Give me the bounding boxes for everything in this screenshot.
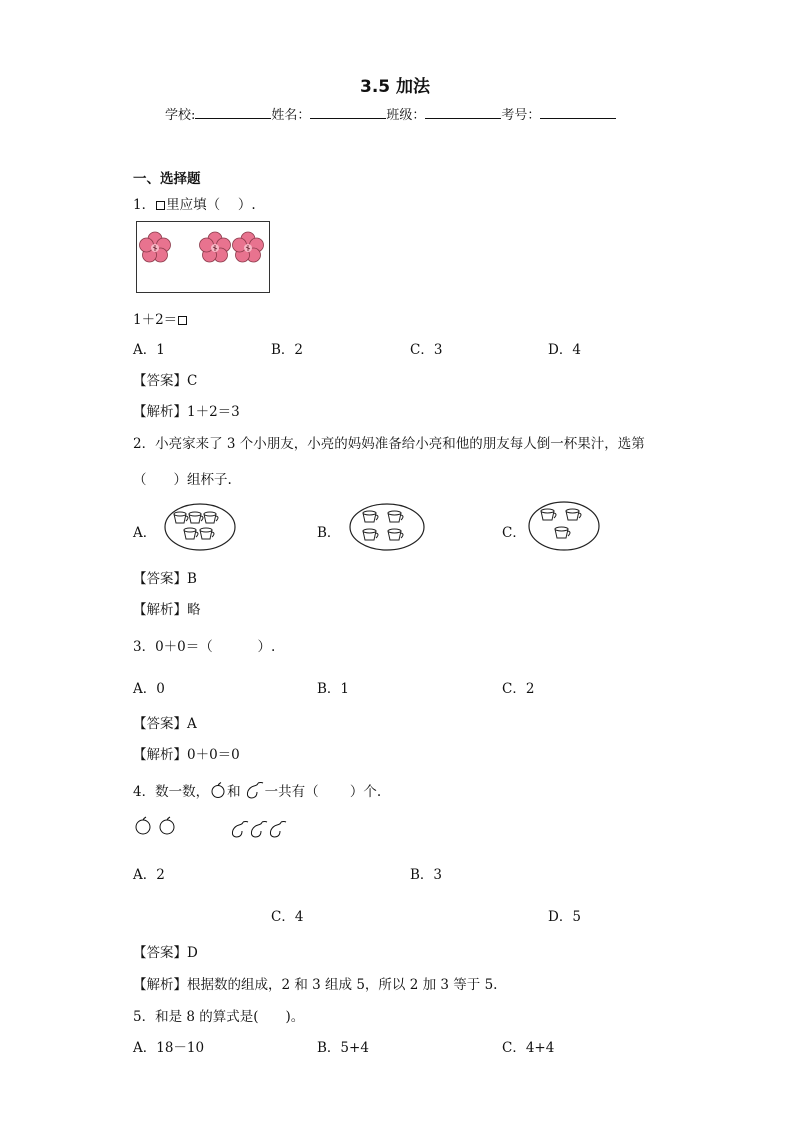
q2-analysis: 【解析】略 — [133, 602, 201, 618]
q4-option-a[interactable]: A．2 — [133, 867, 165, 883]
q4-answer: 【答案】D — [133, 945, 198, 961]
q4-stem-pre: 4．数一数， — [133, 784, 210, 800]
q3-option-b[interactable]: B．1 — [317, 681, 350, 697]
number-label: 考号： — [501, 108, 541, 123]
plate-four-cups-icon — [349, 502, 425, 552]
class-label: 班级： — [386, 108, 426, 123]
q1-option-b[interactable]: B．2 — [271, 342, 304, 358]
school-blank[interactable] — [195, 104, 271, 119]
q4-stem-post: 一共有（ ）个. — [264, 784, 382, 800]
apple-icon — [209, 782, 227, 798]
school-label: 学校: — [165, 108, 196, 123]
q4-option-d[interactable]: D．5 — [548, 909, 581, 925]
q2-stem-line2: （ ）组杯子. — [133, 472, 232, 488]
q3-option-a[interactable]: A．0 — [133, 681, 165, 697]
name-label: 姓名： — [271, 108, 311, 123]
q4-pears — [230, 816, 292, 842]
q3-option-c[interactable]: C．2 — [502, 681, 535, 697]
number-blank[interactable] — [540, 104, 616, 119]
q1-option-c[interactable]: C．3 — [410, 342, 443, 358]
q4-option-b[interactable]: B．3 — [410, 867, 443, 883]
q2-option-a[interactable]: A． — [133, 525, 157, 541]
q2-answer: 【答案】B — [133, 571, 197, 587]
q1-stem — [133, 193, 256, 213]
q5-option-c[interactable]: C．4+4 — [502, 1040, 555, 1056]
class-blank[interactable] — [425, 104, 501, 119]
q3-answer: 【答案】A — [133, 716, 197, 732]
q5-option-b[interactable]: B．5+4 — [317, 1040, 369, 1056]
q1-analysis: 【解析】1＋2＝3 — [133, 404, 240, 420]
page-title: 3.5 加法 — [360, 77, 431, 97]
q2-option-a-cups — [164, 502, 236, 556]
q2-option-b-cups — [349, 502, 425, 556]
q1-flower-picture — [136, 221, 270, 293]
q3-stem: 3．0＋0＝（ ）. — [133, 639, 276, 655]
answer-box-icon — [178, 316, 187, 325]
q1-answer: 【答案】C — [133, 373, 198, 389]
q2-option-c[interactable]: C． — [502, 525, 526, 541]
q1-option-d[interactable]: D．4 — [548, 342, 581, 358]
q2-option-c-cups — [528, 500, 600, 556]
name-blank[interactable] — [310, 104, 386, 119]
student-info-line — [165, 104, 616, 123]
plate-three-cups-icon — [528, 500, 600, 552]
q3-analysis: 【解析】0＋0＝0 — [133, 747, 240, 763]
q2-stem-line1: 2．小亮家来了 3 个小朋友，小亮的妈妈准备给小亮和他的朋友每人倒一杯果汁，选第 — [133, 436, 645, 452]
q1-number: 1． — [133, 197, 156, 213]
two-apples-icon — [133, 816, 179, 836]
flowers-icon — [137, 222, 269, 292]
q4-apples — [133, 816, 179, 840]
q1-stem-text: 里应填（ ）. — [166, 197, 256, 213]
q1-option-a[interactable]: A．1 — [133, 342, 165, 358]
q4-analysis: 【解析】根据数的组成，2 和 3 组成 5，所以 2 加 3 等于 5. — [133, 977, 498, 993]
pear-icon — [245, 781, 265, 799]
q4-stem — [133, 780, 381, 800]
q5-option-a[interactable]: A．18－10 — [133, 1040, 205, 1056]
section-heading: 一、选择题 — [133, 171, 201, 187]
q1-equation-text: 1＋2＝ — [133, 312, 178, 328]
q4-stem-mid: 和 — [227, 784, 241, 800]
three-pears-icon — [230, 816, 292, 838]
q2-option-b[interactable]: B． — [317, 525, 341, 541]
answer-box-icon — [156, 201, 165, 210]
q4-option-c[interactable]: C．4 — [271, 909, 304, 925]
q5-stem: 5．和是 8 的算式是( )。 — [133, 1009, 305, 1025]
plate-five-cups-icon — [164, 502, 236, 552]
q1-equation — [133, 308, 188, 328]
